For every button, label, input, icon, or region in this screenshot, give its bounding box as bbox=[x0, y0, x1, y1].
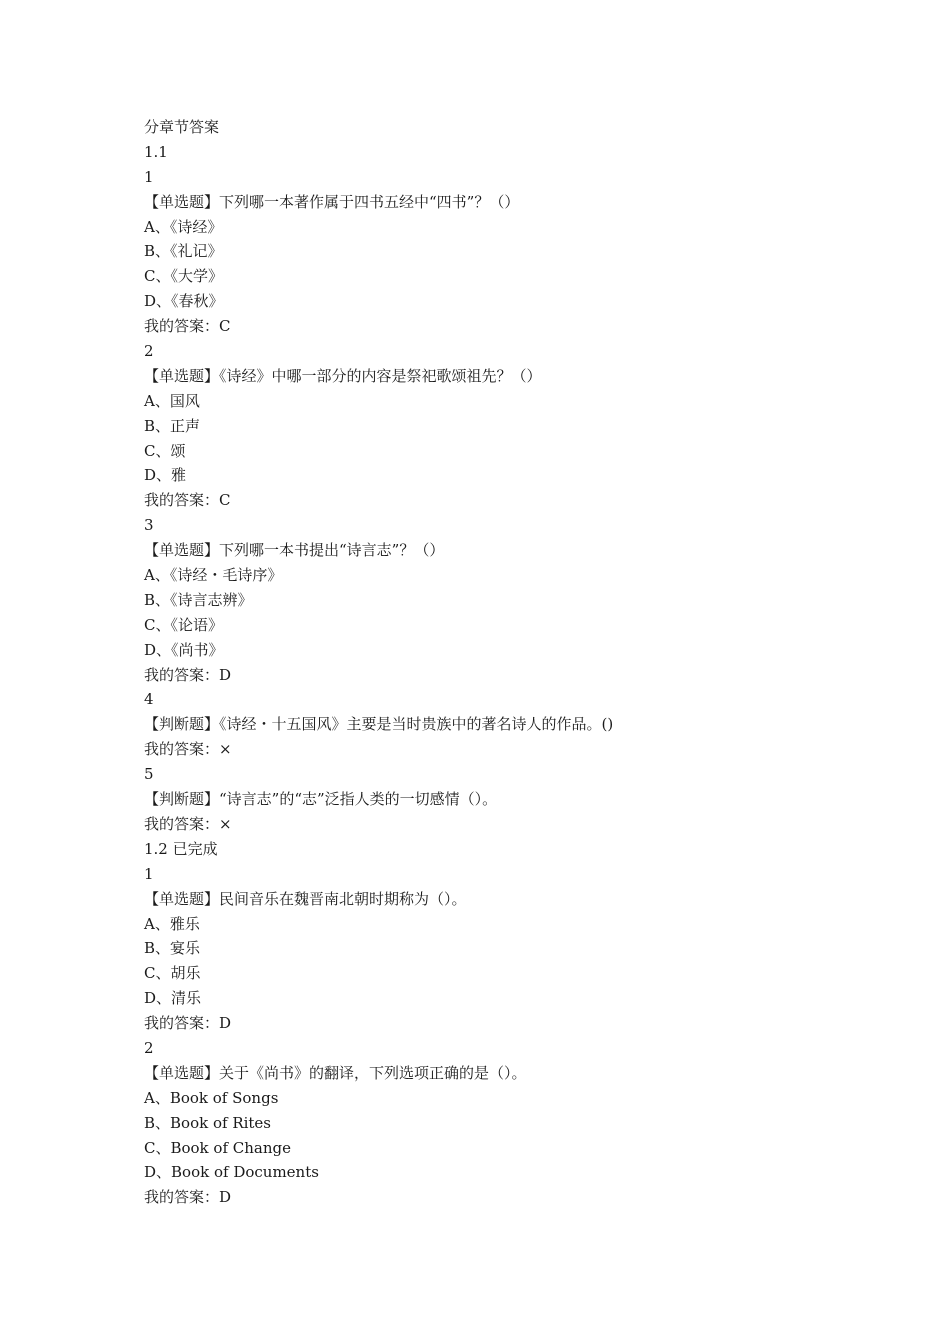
question-number: 2 bbox=[144, 342, 154, 361]
answer-option: A、Book of Songs bbox=[144, 1088, 279, 1107]
section-heading: 1.1 bbox=[144, 142, 168, 161]
my-answer: 我的答案：D bbox=[144, 1188, 232, 1207]
answer-option: C、《大学》 bbox=[144, 267, 223, 286]
answer-option: D、雅 bbox=[144, 466, 187, 485]
question-number: 1 bbox=[144, 167, 154, 186]
answer-option: D、《春秋》 bbox=[144, 292, 224, 311]
document-page bbox=[144, 115, 904, 1210]
question-text: 【单选题】关于《尚书》的翻译，下列选项正确的是（）。 bbox=[144, 1063, 527, 1082]
question-text: 【单选题】下列哪一本书提出“诗言志”？（） bbox=[144, 541, 445, 560]
answer-option: A、国风 bbox=[144, 391, 200, 410]
question-number: 2 bbox=[144, 1038, 154, 1057]
question-number: 1 bbox=[144, 864, 154, 883]
answer-option: C、胡乐 bbox=[144, 964, 201, 983]
answer-option: D、Book of Documents bbox=[144, 1163, 319, 1182]
my-answer: 我的答案：D bbox=[144, 665, 232, 684]
question-number: 5 bbox=[144, 765, 154, 784]
answer-option: C、颂 bbox=[144, 441, 186, 460]
answer-option: D、清乐 bbox=[144, 989, 202, 1008]
answer-option: B、《礼记》 bbox=[144, 242, 223, 261]
question-text: 【单选题】《诗经》中哪一部分的内容是祭祀歌颂祖先？（） bbox=[144, 366, 542, 385]
question-number: 4 bbox=[144, 690, 154, 709]
answer-option: A、《诗经》 bbox=[144, 217, 223, 236]
answer-option: B、正声 bbox=[144, 416, 201, 435]
document-title: 分章节答案 bbox=[144, 118, 220, 136]
answer-option: B、《诗言志辨》 bbox=[144, 590, 253, 609]
my-answer: 我的答案：× bbox=[144, 814, 232, 833]
my-answer: 我的答案：D bbox=[144, 1014, 232, 1033]
question-number: 3 bbox=[144, 516, 154, 535]
my-answer: 我的答案：× bbox=[144, 740, 232, 759]
answer-option: A、《诗经・毛诗序》 bbox=[144, 566, 283, 585]
answer-option: B、Book of Rites bbox=[144, 1113, 272, 1132]
answer-option: D、《尚书》 bbox=[144, 640, 224, 659]
section-heading: 1.2 已完成 bbox=[144, 839, 218, 858]
my-answer: 我的答案：C bbox=[144, 317, 231, 336]
question-text: 【判断题】《诗经・十五国风》主要是当时贵族中的著名诗人的作品。() bbox=[144, 715, 614, 734]
answer-option: A、雅乐 bbox=[144, 914, 200, 933]
question-text: 【判断题】“诗言志”的“志”泛指人类的一切感情（）。 bbox=[144, 790, 498, 809]
answer-option: C、《论语》 bbox=[144, 615, 223, 634]
question-text: 【单选题】下列哪一本著作属于四书五经中“四书”？（） bbox=[144, 192, 520, 211]
answer-option: B、宴乐 bbox=[144, 939, 201, 958]
my-answer: 我的答案：C bbox=[144, 491, 231, 510]
question-text: 【单选题】民间音乐在魏晋南北朝时期称为（）。 bbox=[144, 889, 467, 908]
answer-option: C、Book of Change bbox=[144, 1138, 291, 1157]
